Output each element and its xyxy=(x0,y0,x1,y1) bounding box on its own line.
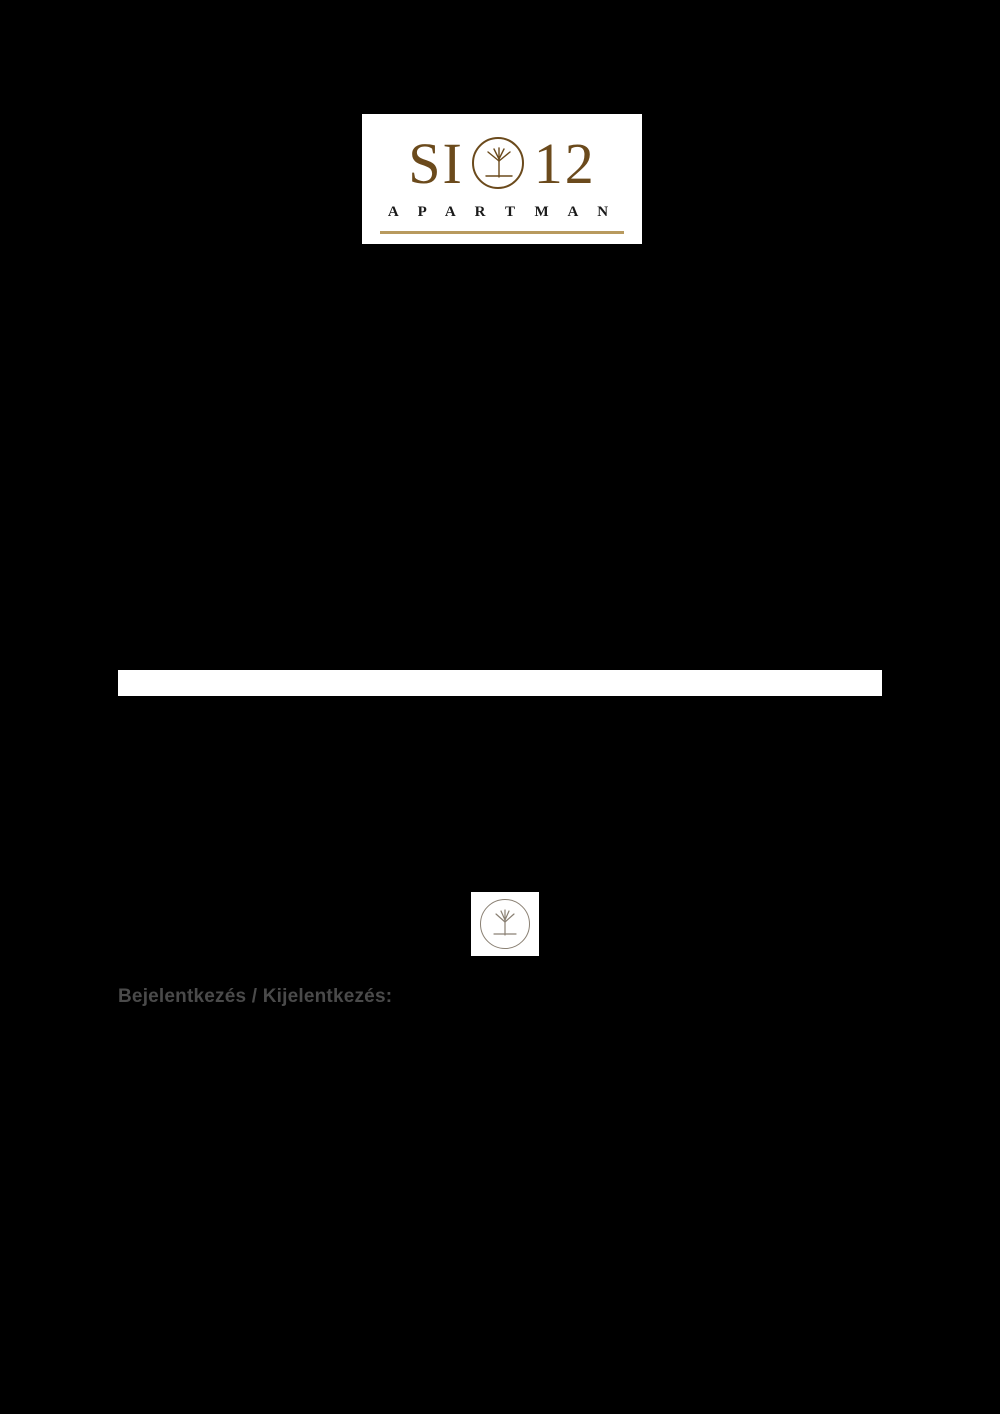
tree-in-circle-icon xyxy=(480,899,530,949)
brand-wordmark xyxy=(362,128,642,200)
brand-logo-card xyxy=(362,114,642,244)
emblem-card xyxy=(471,892,539,956)
logo-letters-left: SI xyxy=(408,131,464,196)
logo-divider xyxy=(380,231,624,234)
tree-in-circle-icon xyxy=(470,135,528,193)
banner-strip xyxy=(118,670,882,696)
section-heading-checkin-checkout: Bejelentkezés / Kijelentkezés: xyxy=(118,986,393,1007)
logo-subtitle: A P A R T M A N xyxy=(387,204,617,220)
logo-letters-right: 12 xyxy=(533,131,596,196)
